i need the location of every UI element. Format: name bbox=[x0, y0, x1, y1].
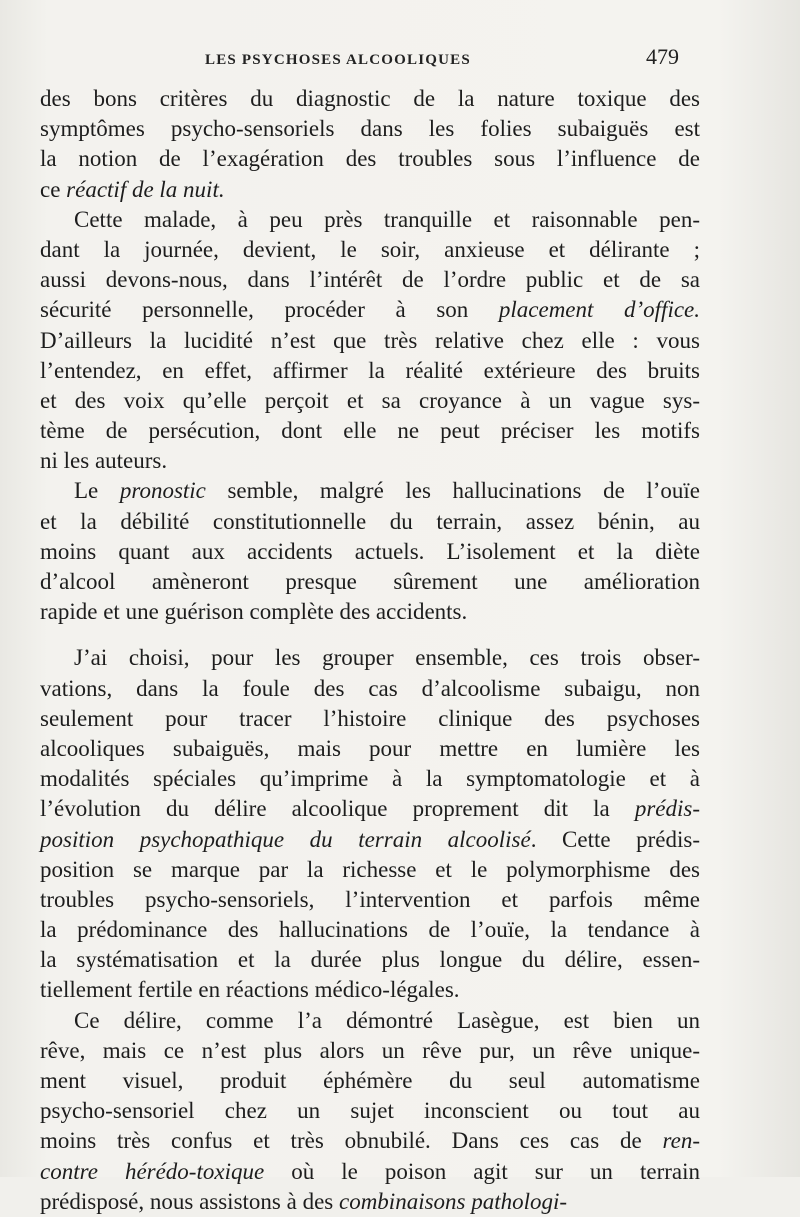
text-segment: ce bbox=[40, 176, 67, 202]
text-line bbox=[40, 205, 700, 235]
page-number: 479 bbox=[646, 44, 679, 69]
text-line bbox=[40, 295, 700, 325]
text-segment: moins très confus et très obnubilé. Dans ces cas de bbox=[40, 1128, 663, 1154]
text-line bbox=[40, 643, 700, 673]
paragraph-1 bbox=[40, 84, 700, 205]
text-line bbox=[40, 825, 700, 855]
text-line bbox=[40, 567, 700, 597]
paragraph-3 bbox=[40, 476, 700, 627]
text-line bbox=[40, 265, 700, 295]
text-line bbox=[40, 114, 700, 144]
section-gap bbox=[40, 627, 700, 643]
text-segment: l’entendez, en effet, affirmer la réalité extérieure des bruits bbox=[40, 357, 700, 383]
running-title: LES PSYCHOSES ALCOOLIQUES bbox=[205, 52, 471, 68]
text-line bbox=[40, 764, 700, 794]
text-segment: dant la journée, devient, le soir, anxieuse et délirante ; bbox=[40, 236, 700, 262]
text-segment: ni les auteurs. bbox=[40, 448, 168, 474]
text-line bbox=[40, 446, 700, 476]
text-line bbox=[40, 1036, 700, 1066]
text-segment: D’ailleurs la lucidité n’est que très relative chez elle : vous bbox=[40, 327, 700, 353]
text-segment: J’ai choisi, pour les grouper ensemble, ces trois obser- bbox=[74, 645, 700, 671]
text-segment: psycho-sensoriel chez un sujet inconscient ou tout au bbox=[40, 1098, 700, 1124]
italic-text: ren- bbox=[662, 1128, 700, 1154]
paragraph-4 bbox=[40, 643, 700, 1005]
italic-text: combinaisons pathologi- bbox=[338, 1188, 568, 1214]
italic-text: contre hérédo-toxique bbox=[40, 1158, 265, 1184]
paragraph-5 bbox=[40, 1006, 700, 1217]
text-segment: tiellement fertile en réactions médico-légales. bbox=[40, 977, 460, 1003]
text-line bbox=[40, 674, 700, 704]
text-line bbox=[40, 416, 700, 446]
text-segment: où le poison agit sur un terrain bbox=[264, 1158, 700, 1184]
text-line bbox=[40, 537, 700, 567]
text-line bbox=[40, 175, 700, 205]
text-segment: rêve, mais ce n’est plus alors un rêve pur, un rêve unique- bbox=[40, 1037, 700, 1063]
text-line bbox=[40, 84, 700, 114]
text-segment: la notion de l’exagération des troubles sous l’influence de bbox=[40, 146, 700, 172]
text-line bbox=[40, 476, 700, 506]
text-segment: d’alcool amèneront presque sûrement une amélioration bbox=[40, 569, 700, 594]
text-line bbox=[40, 1157, 700, 1187]
text-line bbox=[40, 1006, 700, 1036]
text-segment: seulement pour tracer l’histoire clinique des psychoses bbox=[40, 705, 700, 731]
text-segment: alcooliques subaiguës, mais pour mettre en lumière les bbox=[40, 735, 700, 761]
text-segment: modalités spéciales qu’imprime à la symptomatologie et à bbox=[40, 766, 700, 792]
text-segment: rapide et une guérison complète des accidents. bbox=[40, 599, 468, 625]
text-segment: prédisposé, nous assistons à des bbox=[40, 1188, 339, 1214]
body-text bbox=[40, 84, 700, 1217]
text-segment: aussi devons-nous, dans l’intérêt de l’ordre public et de sa bbox=[40, 267, 700, 293]
text-segment: sécurité personnelle, procéder à son bbox=[40, 297, 499, 323]
text-line bbox=[40, 386, 700, 416]
text-line bbox=[40, 885, 700, 915]
text-line bbox=[40, 356, 700, 386]
text-line bbox=[40, 597, 700, 627]
text-segment: semble, malgré les hallucinations de l’ouïe bbox=[205, 478, 701, 504]
text-segment: moins quant aux accidents actuels. L’isolement et la diète bbox=[40, 538, 700, 564]
text-line bbox=[40, 975, 700, 1005]
text-line bbox=[40, 1126, 700, 1156]
text-line bbox=[40, 235, 700, 265]
text-line bbox=[40, 1066, 700, 1096]
italic-text: pronostic bbox=[119, 478, 206, 504]
text-line bbox=[40, 915, 700, 945]
text-line bbox=[40, 326, 700, 356]
text-line bbox=[40, 794, 700, 824]
italic-text: position psychopathique du terrain alcoolisé bbox=[40, 826, 531, 852]
text-segment: Ce délire, comme l’a démontré Lasègue, est bien un bbox=[74, 1007, 700, 1033]
text-line bbox=[40, 1187, 700, 1217]
text-segment: la systématisation et la durée plus longue du délire, essen- bbox=[40, 947, 700, 973]
text-segment: la prédominance des hallucinations de l’ouïe, la tendance à bbox=[40, 917, 700, 943]
text-line bbox=[40, 734, 700, 764]
text-line bbox=[40, 704, 700, 734]
text-segment: vations, dans la foule des cas d’alcoolisme subaigu, non bbox=[40, 675, 700, 701]
text-line bbox=[40, 507, 700, 537]
text-segment: tème de persécution, dont elle ne peut préciser les motifs bbox=[40, 418, 700, 444]
text-segment: et des voix qu’elle perçoit et sa croyance à un vague sys- bbox=[40, 387, 700, 413]
text-segment: symptômes psycho-sensoriels dans les folies subaiguës est bbox=[40, 116, 700, 142]
text-segment: Cette malade, à peu près tranquille et raisonnable pen- bbox=[74, 206, 700, 232]
text-segment: Le bbox=[74, 478, 120, 504]
italic-text: placement d’office. bbox=[498, 297, 701, 323]
text-segment: des bons critères du diagnostic de la nature toxique des bbox=[40, 86, 700, 111]
text-line bbox=[40, 855, 700, 885]
text-segment: ment visuel, produit éphémère du seul automatisme bbox=[40, 1068, 700, 1093]
text-line bbox=[40, 945, 700, 975]
italic-text: réactif de la nuit. bbox=[66, 176, 225, 202]
text-segment: l’évolution du délire alcoolique proprement dit la bbox=[40, 796, 635, 822]
text-segment: troubles psycho-sensoriels, l’intervention et parfois même bbox=[40, 886, 700, 912]
paragraph-2 bbox=[40, 205, 700, 477]
text-segment: position se marque par la richesse et le polymorphisme des bbox=[40, 856, 700, 882]
text-segment: . Cette prédis- bbox=[530, 826, 701, 852]
text-line bbox=[40, 1096, 700, 1126]
text-line bbox=[40, 144, 700, 174]
text-segment: et la débilité constitutionnelle du terrain, assez bénin, au bbox=[40, 508, 700, 534]
italic-text: prédis- bbox=[634, 796, 700, 822]
